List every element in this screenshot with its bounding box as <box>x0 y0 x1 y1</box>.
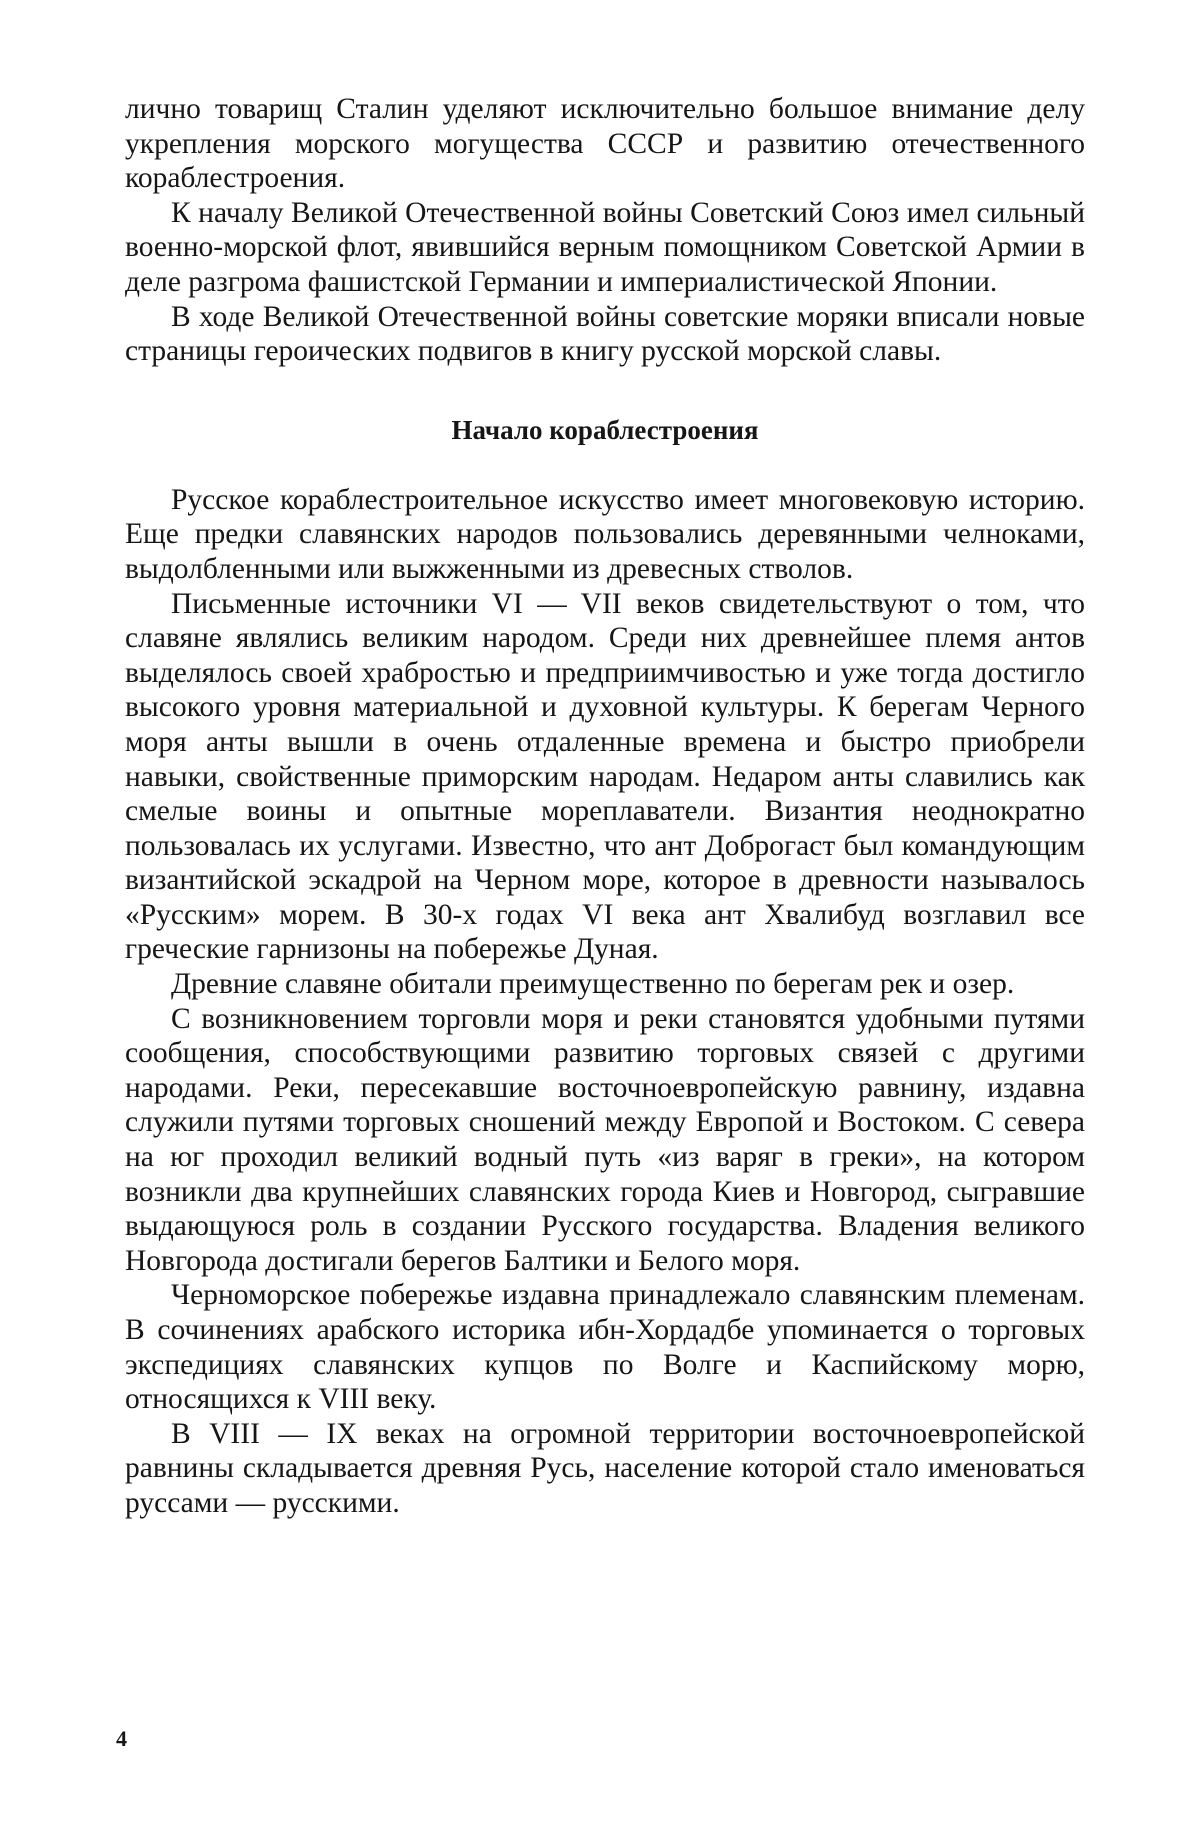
paragraph: лично товарищ Сталин уделяют исключительно большое внимание делу укрепления морского могущества СССР и развитию отечественного кораблестроения. <box>125 93 1085 195</box>
paragraph: Черноморское побережье издавна принадлежало славянским племенам. В сочинениях арабского историка ибн-Хордадбе упоминается о торговых экспедициях славянских купцов по Волге и Каспийскому морю, относящихся к VIII веку. <box>125 1279 1085 1416</box>
paragraph: В VIII — IX веках на огромной территории восточноевропейской равнины складывается древняя Русь, население которой стало именоваться руссами — русскими. <box>125 1417 1085 1519</box>
page-number: 4 <box>116 1726 127 1751</box>
paragraph: К началу Великой Отечественной войны Советский Союз имел сильный военно-морской флот, явившийся верным помощником Советской Армии в деле разгрома фашистской Германии и империалистической Японии. <box>125 196 1085 298</box>
paragraph: В ходе Великой Отечественной войны советские моряки вписали новые страницы героических подвигов в книгу русской морской славы. <box>125 300 1085 368</box>
paragraph: Русское кораблестроительное искусство имеет многовековую историю. Еще предки славянских народов пользовались деревянными челноками, выдолбленными или выжженными из древесных стволов. <box>125 483 1085 585</box>
body-text <box>125 92 1085 1521</box>
paragraph: С возникновением торговли моря и реки становятся удобными путями сообщения, способствующими развитию торговых связей с другими народами. Реки, пересекавшие восточноевропейскую равнину, издавна служили путями торговых сношений между Европой и Востоком. С севера на юг проходил великий водный путь «из варяг в греки», на котором возникли два крупнейших славянских города Киев и Новгород, сыгравшие выдающуюся роль в создании Русского государства. Владения великого Новгорода достигали берегов Балтики и Белого моря. <box>125 1002 1085 1277</box>
paragraph: Древние славяне обитали преимущественно по берегам рек и озер. <box>171 968 1015 1001</box>
paragraph: Письменные источники VI — VII веков свидетельствуют о том, что славяне являлись великим народом. Среди них древнейшее племя антов выделялось своей храбростью и предприимчивостью и уже тогда достигло высокого уровня материальной и духовной культуры. К берегам Черного моря анты вышли в очень отдаленные времена и быстро приобрели навыки, свойственные приморским народам. Недаром анты славились как смелые воины и опытные мореплаватели. Византия неоднократно пользовалась их услугами. Известно, что ант Доброгаст был командующим византийской эскадрой на Черном море, которое в древности называлось «Русским» морем. В 30-х годах VI века ант Хвалибуд возглавил все греческие гарнизоны на побережье Дуная. <box>125 587 1085 966</box>
section-heading: Начало кораблестроения <box>451 414 759 445</box>
